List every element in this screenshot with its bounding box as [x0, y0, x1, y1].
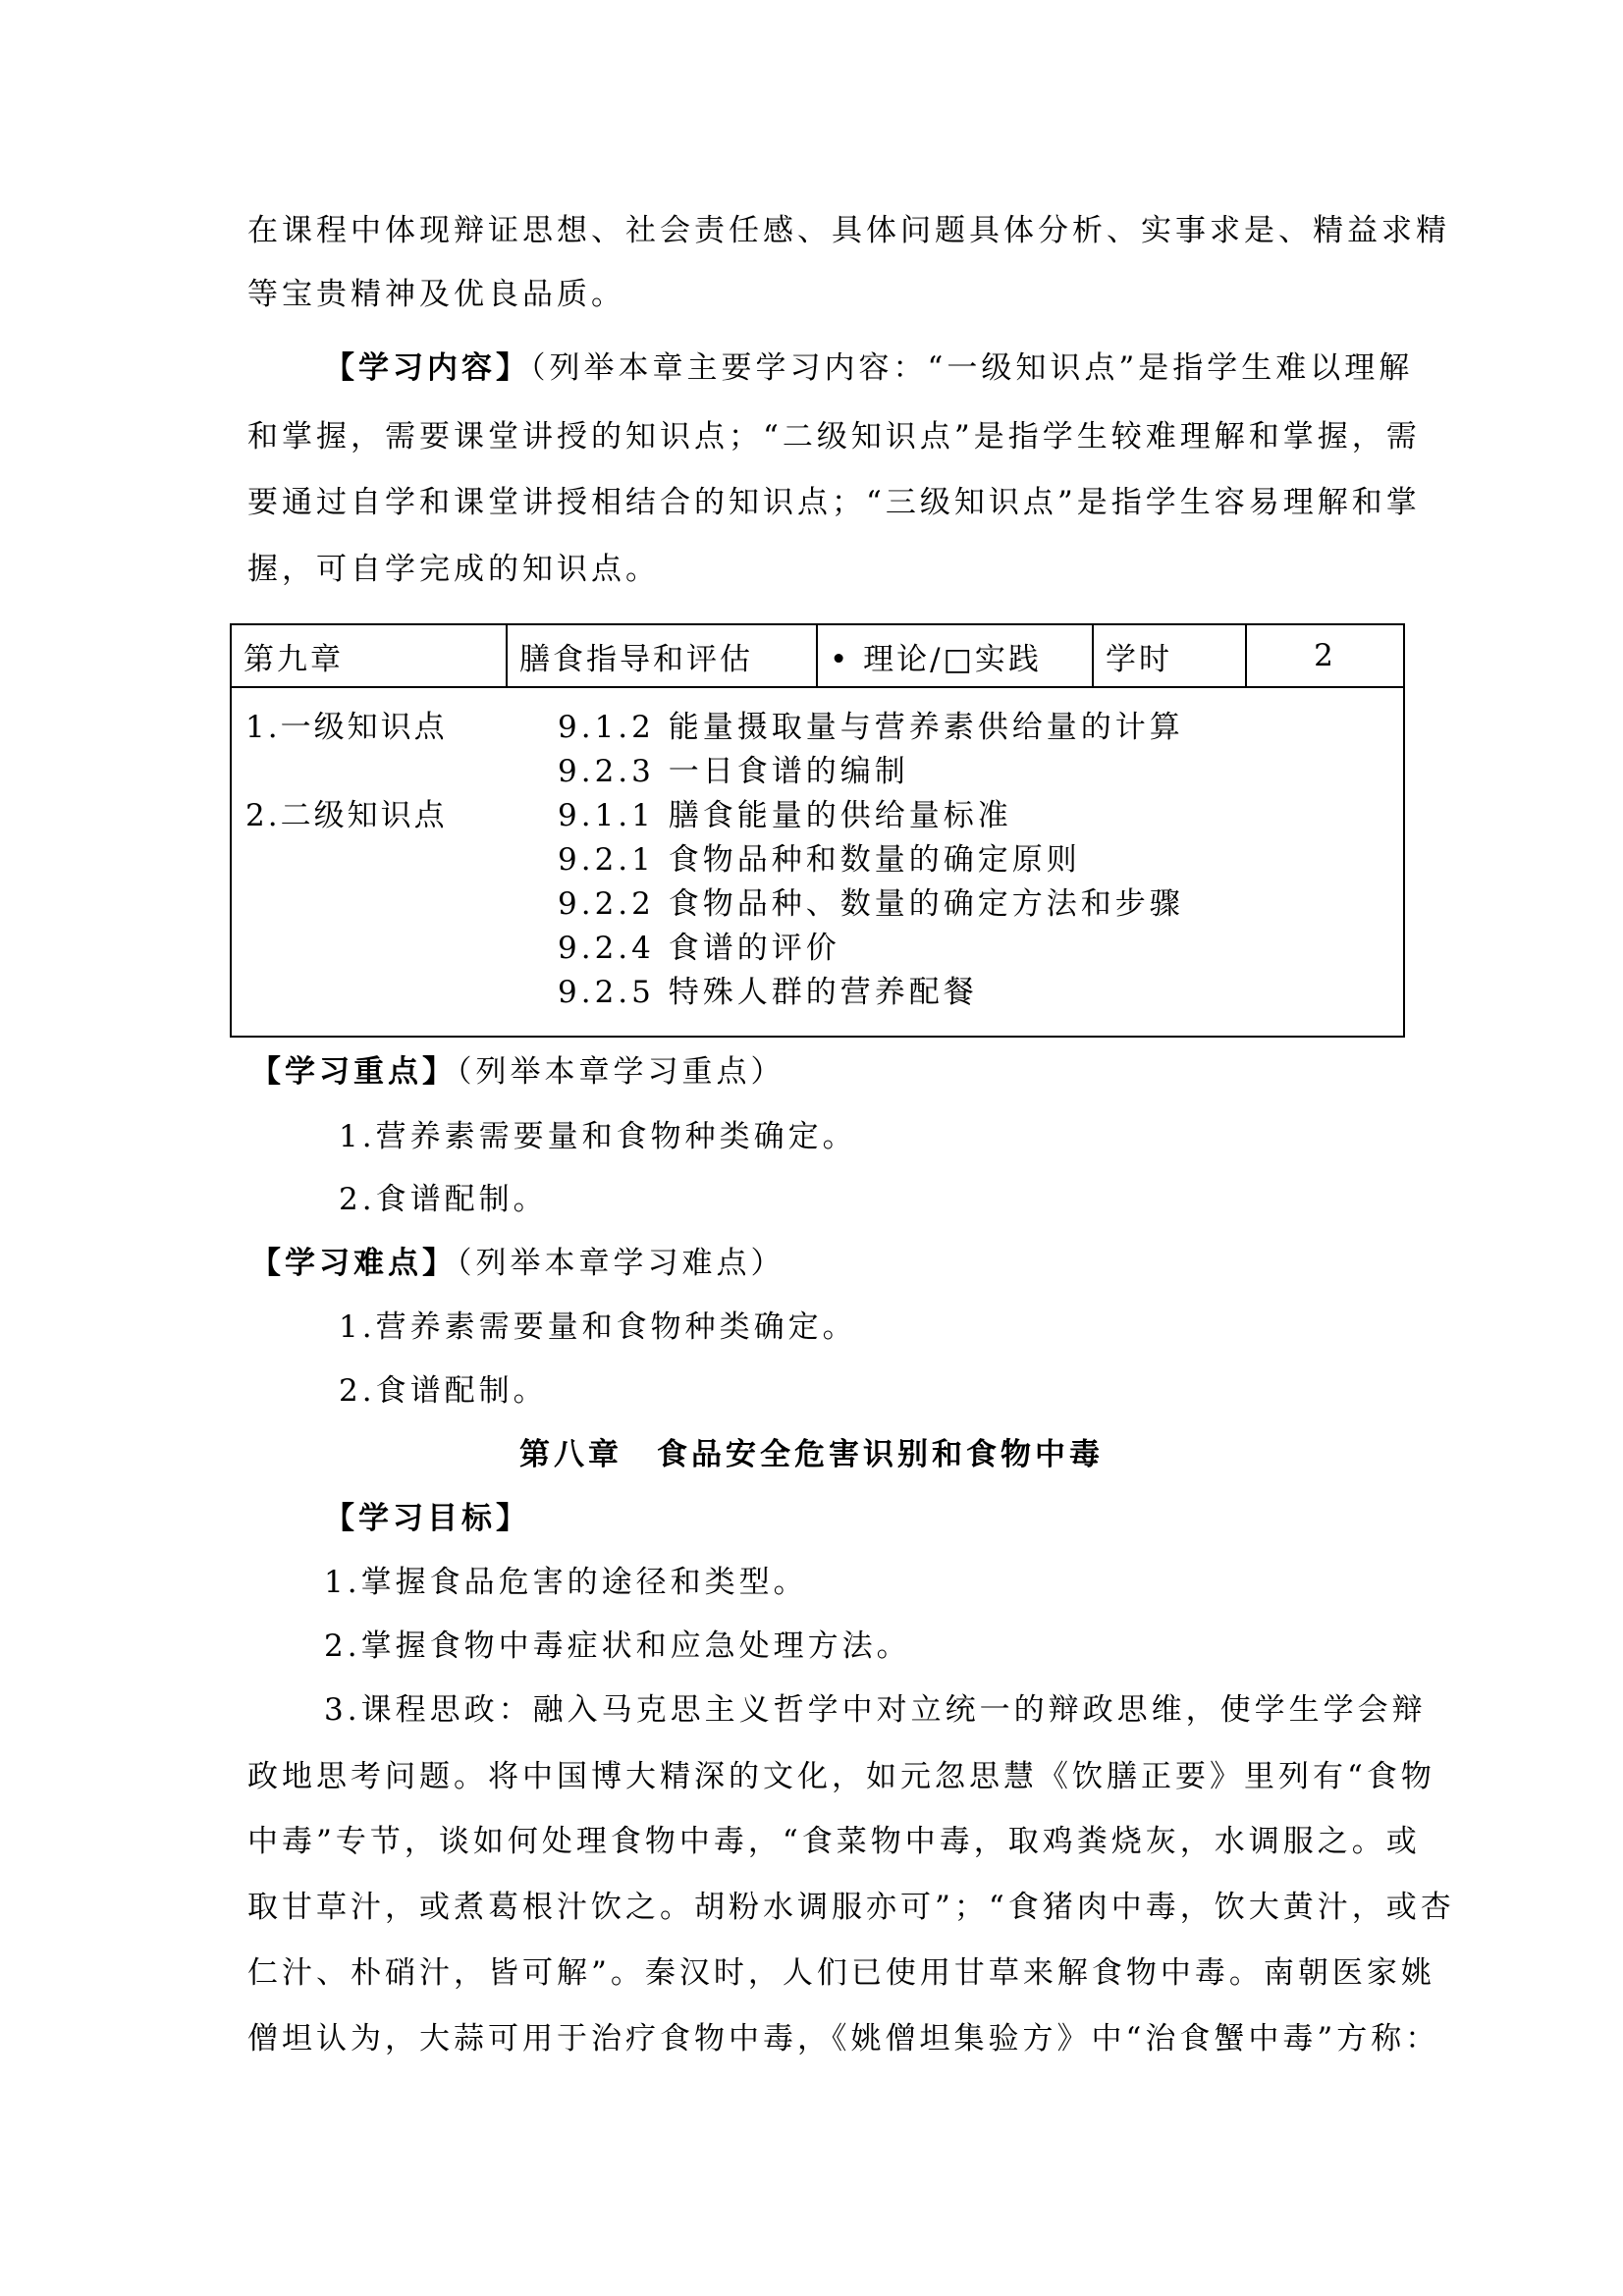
hours-label-cell: 学时 — [1093, 624, 1246, 687]
chapter8-title: 第八章 食品安全危害识别和食物中毒 — [519, 1437, 1104, 1472]
key-point-item: 1.营养素需要量和食物种类确定。 — [339, 1119, 857, 1154]
knowledge-item: 9.1.2 能量摄取量与营养素供给量的计算 — [558, 710, 1184, 745]
difficult-points-heading: 【学习难点】 — [250, 1246, 457, 1281]
ideology-line: 僧坦认为，大蒜可用于治疗食物中毒，《姚僧坦集验方》中“治食蟹中毒”方称： — [247, 2021, 1440, 2056]
difficult-points-line — [250, 1244, 1389, 1283]
key-points-note: （列举本章学习重点） — [457, 1054, 785, 1090]
level2-label: 2.二级知识点 — [245, 798, 448, 833]
difficult-points-note: （列举本章学习难点） — [457, 1246, 785, 1281]
intro-line-1: 在课程中体现辩证思想、社会责任感、具体问题具体分析、实事求是、精益求精 — [247, 213, 1450, 248]
difficult-point-item: 2.食谱配制。 — [339, 1373, 548, 1409]
hours-value-cell: 2 — [1246, 624, 1404, 687]
knowledge-item: 9.2.3 一日食谱的编制 — [558, 754, 909, 789]
knowledge-item: 9.1.1 膳食能量的供给量标准 — [558, 798, 1012, 833]
learning-content-line-1 — [324, 348, 1463, 388]
key-point-item: 2.食谱配制。 — [339, 1182, 548, 1217]
objective-item: 2.掌握食物中毒症状和应急处理方法。 — [324, 1629, 911, 1664]
key-points-line — [250, 1052, 1389, 1092]
chapter-table-header-row — [231, 624, 1404, 687]
learning-content-desc: （列举本章主要学习内容：“一级知识点”是指学生难以理解 — [530, 350, 1414, 386]
level1-label: 1.一级知识点 — [245, 710, 448, 745]
learning-content-line-2: 和掌握，需要课堂讲授的知识点；“二级知识点”是指学生较难理解和掌握，需 — [247, 419, 1421, 454]
knowledge-points-cell — [231, 687, 1404, 1037]
knowledge-item: 9.2.2 食物品种、数量的确定方法和步骤 — [558, 886, 1184, 922]
ideology-line: 政地思考问题。将中国博大精深的文化，如元忽思慧《饮膳正要》里列有“食物 — [247, 1759, 1435, 1794]
chapter-title-cell: 膳食指导和评估 — [507, 624, 817, 687]
ideology-line: 仁汁、朴硝汁，皆可解”。秦汉时，人们已使用甘草来解食物中毒。南朝医家姚 — [247, 1955, 1435, 1991]
ideology-line: 中毒”专节，谈如何处理食物中毒，“食菜物中毒，取鸡粪烧灰，水调服之。或 — [247, 1824, 1421, 1859]
knowledge-item: 9.2.5 特殊人群的营养配餐 — [558, 975, 978, 1010]
difficult-point-item: 1.营养素需要量和食物种类确定。 — [339, 1309, 857, 1345]
ideology-line: 3.课程思政：融入马克思主义哲学中对立统一的辩政思维，使学生学会辩 — [324, 1692, 1427, 1728]
ideology-line: 取甘草汁，或煮葛根汁饮之。胡粉水调服亦可”；“食猪肉中毒，饮大黄汁，或杏 — [247, 1890, 1455, 1925]
learning-content-heading: 【学习内容】 — [324, 350, 530, 386]
chapter-table — [230, 623, 1405, 1038]
learning-content-line-4: 握，可自学完成的知识点。 — [247, 552, 660, 587]
key-points-heading: 【学习重点】 — [250, 1054, 457, 1090]
objectives-heading: 【学习目标】 — [324, 1501, 530, 1536]
chapter-table-body-row — [231, 687, 1404, 1037]
knowledge-item: 9.2.1 食物品种和数量的确定原则 — [558, 842, 1081, 878]
knowledge-item: 9.2.4 食谱的评价 — [558, 931, 840, 966]
objective-item: 1.掌握食品危害的途径和类型。 — [324, 1565, 808, 1600]
intro-line-2: 等宝贵精神及优良品质。 — [247, 277, 625, 312]
learning-content-line-3: 要通过自学和课堂讲授相结合的知识点；“三级知识点”是指学生容易理解和掌 — [247, 485, 1421, 520]
course-type-cell: • 理论/□实践 — [817, 624, 1093, 687]
chapter-cell: 第九章 — [231, 624, 507, 687]
